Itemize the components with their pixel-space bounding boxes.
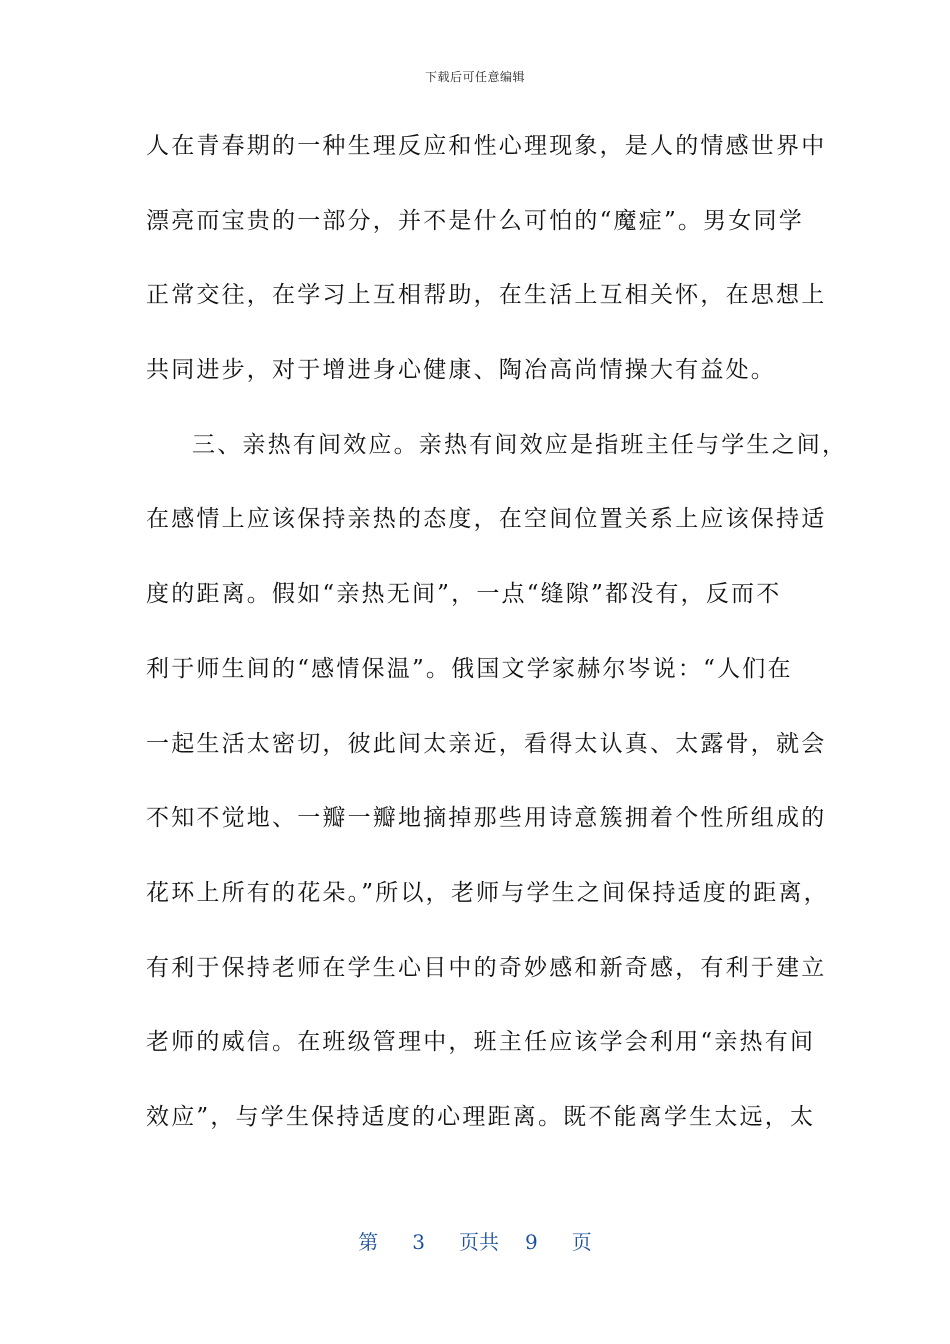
document-body xyxy=(146,128,848,1174)
page-footer xyxy=(0,1226,950,1255)
body-line: 效应”，与学生保持适度的心理距离。既不能离学生太远，太 xyxy=(146,1103,816,1130)
body-line: 度的距离。假如“亲热无间”，一点“缝隙”都没有，反而不 xyxy=(146,581,782,608)
paragraph-start-line: 三、亲热有间效应。亲热有间效应是指班主任与学生之间， xyxy=(192,431,848,458)
body-line: 老师的威信。在班级管理中，班主任应该学会利用“亲热有间 xyxy=(146,1029,816,1056)
download-note: 下载后可任意编辑 xyxy=(424,70,525,84)
body-line: 人在青春期的一种生理反应和性心理现象，是人的情感世界中 xyxy=(146,133,827,159)
body-line: 漂亮而宝贵的一部分，并不是什么可怕的“魔症”。男女同学 xyxy=(146,207,804,234)
body-line: 利于师生间的“感情保温”。俄国文学家赫尔岑说：“人们在 xyxy=(146,655,793,682)
body-line: 有利于保持老师在学生心目中的奇妙感和新奇感，有利于建立 xyxy=(146,954,827,981)
body-line: 共同进步，对于增进身心健康、陶冶高尚情操大有益处。 xyxy=(146,357,776,384)
body-line: 在感情上应该保持亲热的态度，在空间位置关系上应该保持适 xyxy=(146,506,827,533)
total-pages-number: 9 xyxy=(525,1230,538,1254)
body-line: 正常交往，在学习上互相帮助，在生活上互相关怀，在思想上 xyxy=(146,282,827,309)
footer-suffix: 页 xyxy=(571,1230,592,1254)
footer-prefix: 第 xyxy=(358,1230,379,1254)
footer-middle: 页共 xyxy=(459,1230,499,1254)
current-page-number: 3 xyxy=(412,1230,425,1254)
body-line: 不知不觉地、一瓣一瓣地摘掉那些用诗意簇拥着个性所组成的 xyxy=(146,805,827,832)
body-line: 一起生活太密切，彼此间太亲近，看得太认真、太露骨，就会 xyxy=(146,730,827,757)
body-line: 花环上所有的花朵。”所以，老师与学生之间保持适度的距离， xyxy=(146,879,829,906)
